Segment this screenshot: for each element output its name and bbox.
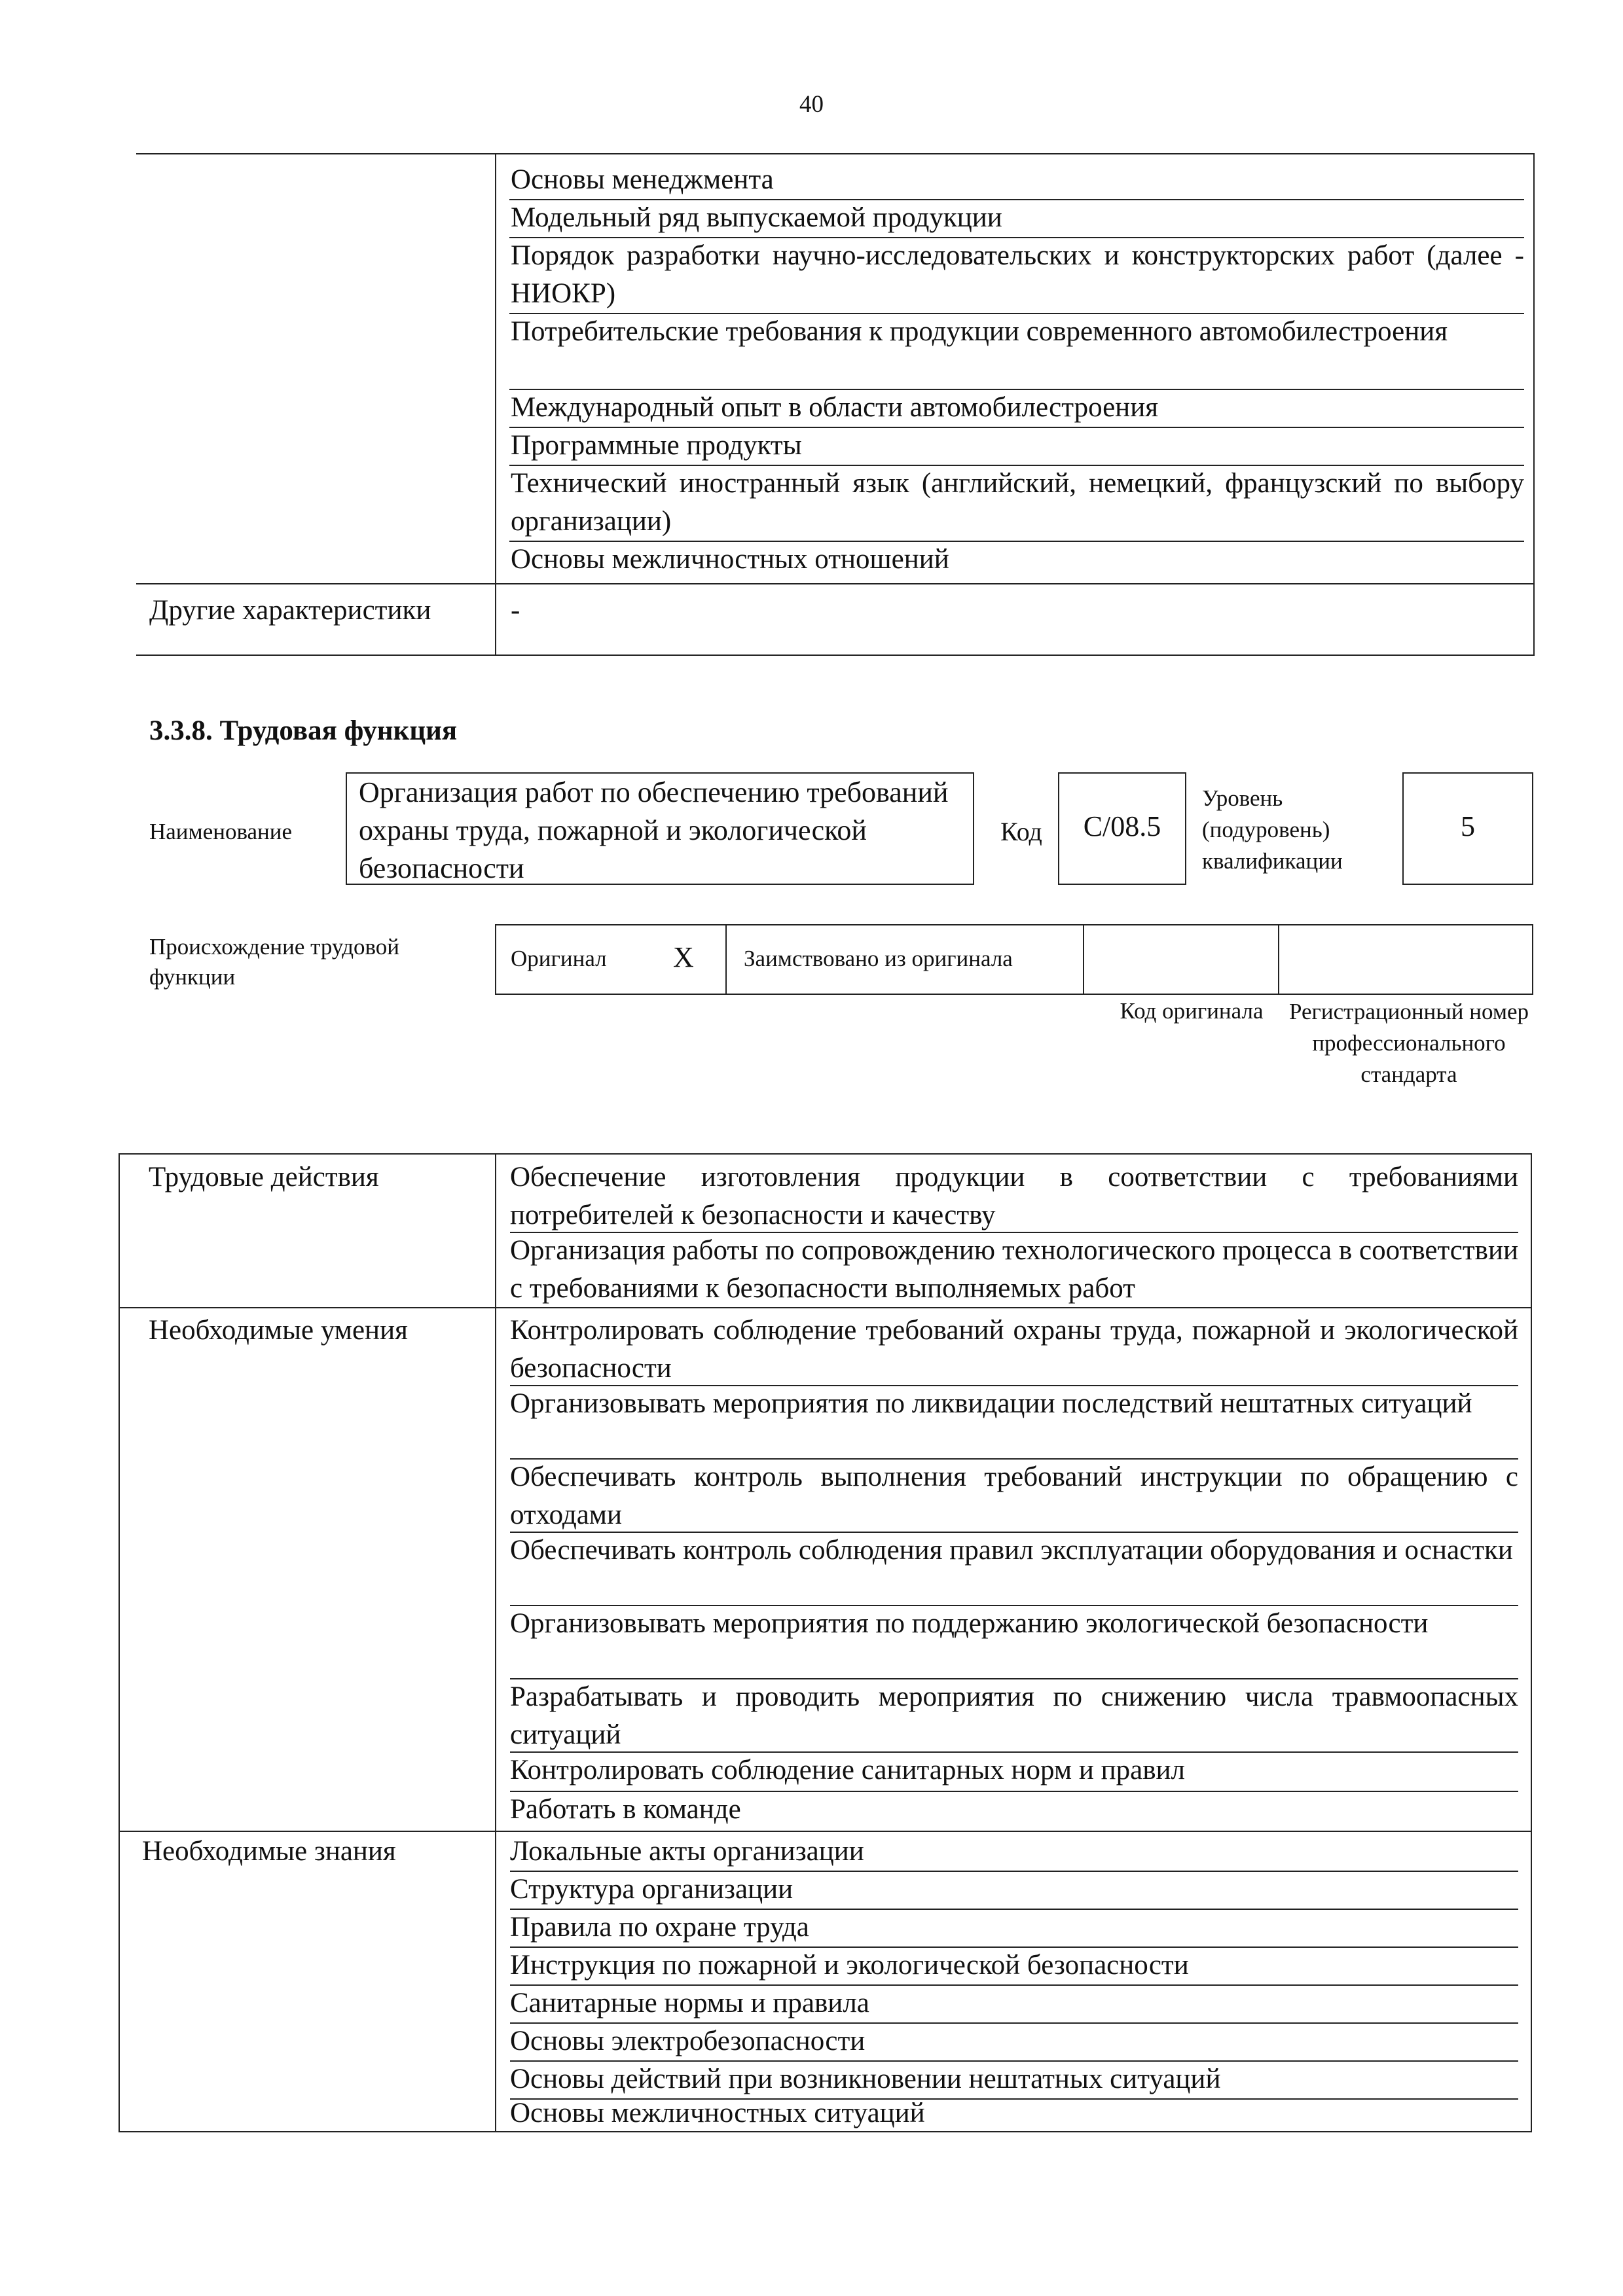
knowledge-item: Основы менеджмента xyxy=(511,164,774,195)
knowledge-item: Международный опыт в области автомобилестроения xyxy=(511,392,1158,423)
column-divider xyxy=(495,1155,496,2132)
knowledge-item: Потребительские требования к продукции современного автомобилестроения xyxy=(511,316,1448,347)
knowledge-item: Основы действий при возникновении нештатных ситуаций xyxy=(510,2064,1221,2094)
skill-item: Организовывать мероприятия по ликвидации последствий нештатных ситуаций xyxy=(510,1388,1472,1419)
labor-actions-label: Трудовые действия xyxy=(149,1162,379,1193)
skill-item: Обеспечивать контроль выполнения требований инструкции по обращению с отходами xyxy=(510,1462,1518,1530)
labor-action-item: Обеспечение изготовления продукции в соответствии с требованиями потребителей к безопасности и качеству xyxy=(510,1162,1518,1230)
knowledge-item: Модельный ряд выпускаемой продукции xyxy=(511,202,1002,233)
knowledge-item: Основы межличностных ситуаций xyxy=(510,2098,925,2128)
code-original-caption: Код оригинала xyxy=(1120,998,1264,1024)
knowledge-item: Санитарные нормы и правила xyxy=(510,1988,869,2018)
other-characteristics-value: - xyxy=(511,595,520,626)
knowledge-item: Инструкция по пожарной и экологической безопасности xyxy=(510,1950,1189,1981)
code-value: С/08.5 xyxy=(1083,810,1161,842)
knowledge-item: Технический иностранный язык (английский, немецкий, французский по выбору организации) xyxy=(511,468,1524,537)
origin-label: Происхождение трудовой функции xyxy=(149,934,400,990)
column-divider xyxy=(495,154,496,655)
skill-item: Контролировать соблюдение требований охраны труда, пожарной и экологической безопасности xyxy=(510,1315,1518,1384)
skill-item: Разрабатывать и проводить мероприятия по снижению числа травмоопасных ситуаций xyxy=(510,1681,1518,1750)
level-label: Уровень (подуровень) квалификации xyxy=(1202,785,1343,874)
code-label: Код xyxy=(1000,817,1042,846)
skill-item: Контролировать соблюдение санитарных норм и правил xyxy=(510,1755,1185,1785)
knowledge-item: Основы межличностных отношений xyxy=(511,544,949,575)
skill-item: Работать в команде xyxy=(510,1794,741,1825)
level-box xyxy=(1402,772,1533,885)
knowledge-item: Правила по охране труда xyxy=(510,1912,809,1943)
function-title-box xyxy=(346,772,974,885)
registration-number-caption: Регистрационный номер профессионального стандарта xyxy=(1288,999,1529,1087)
original-mark: X xyxy=(673,941,694,973)
knowledge-item: Порядок разработки научно-исследовательских и конструкторских работ (далее - НИОКР) xyxy=(511,240,1524,309)
skill-item: Обеспечивать контроль соблюдения правил эксплуатации оборудования и оснастки xyxy=(510,1535,1513,1566)
page-number: 40 xyxy=(799,91,824,118)
row-divider xyxy=(120,1831,1531,1832)
skill-item: Организовывать мероприятия по поддержанию экологической безопасности xyxy=(510,1608,1429,1639)
other-characteristics-label: Другие характеристики xyxy=(149,595,431,626)
knowledge-item: Основы электробезопасности xyxy=(510,2026,866,2056)
borrowed-label: Заимствовано из оригинала xyxy=(744,946,1013,971)
skills-label: Необходимые умения xyxy=(149,1315,408,1346)
column-divider xyxy=(1083,925,1084,994)
knowledge-item: Программные продукты xyxy=(511,430,802,461)
code-box xyxy=(1058,772,1186,885)
function-title: Организация работ по обеспечению требований охраны труда, пожарной и экологической безопасности xyxy=(359,776,949,884)
knowledge-continuation-table xyxy=(136,153,1535,656)
knowledge-item: Локальные акты организации xyxy=(510,1836,864,1867)
origin-box xyxy=(495,924,1533,995)
labor-action-item: Организация работы по сопровождению технологического процесса в соответствии с требованиями к безопасности выполняемых работ xyxy=(510,1235,1518,1304)
row-divider xyxy=(136,583,1533,584)
section-heading: 3.3.8. Трудовая функция xyxy=(149,715,458,746)
level-value: 5 xyxy=(1461,810,1475,842)
labor-function-table xyxy=(119,1153,1532,2132)
naming-label: Наименование xyxy=(149,819,293,844)
knowledge-item: Структура организации xyxy=(510,1874,793,1905)
column-divider xyxy=(1278,925,1279,994)
column-divider xyxy=(725,925,727,994)
original-label: Оригинал xyxy=(511,946,607,971)
knowledge-label: Необходимые знания xyxy=(142,1836,396,1867)
